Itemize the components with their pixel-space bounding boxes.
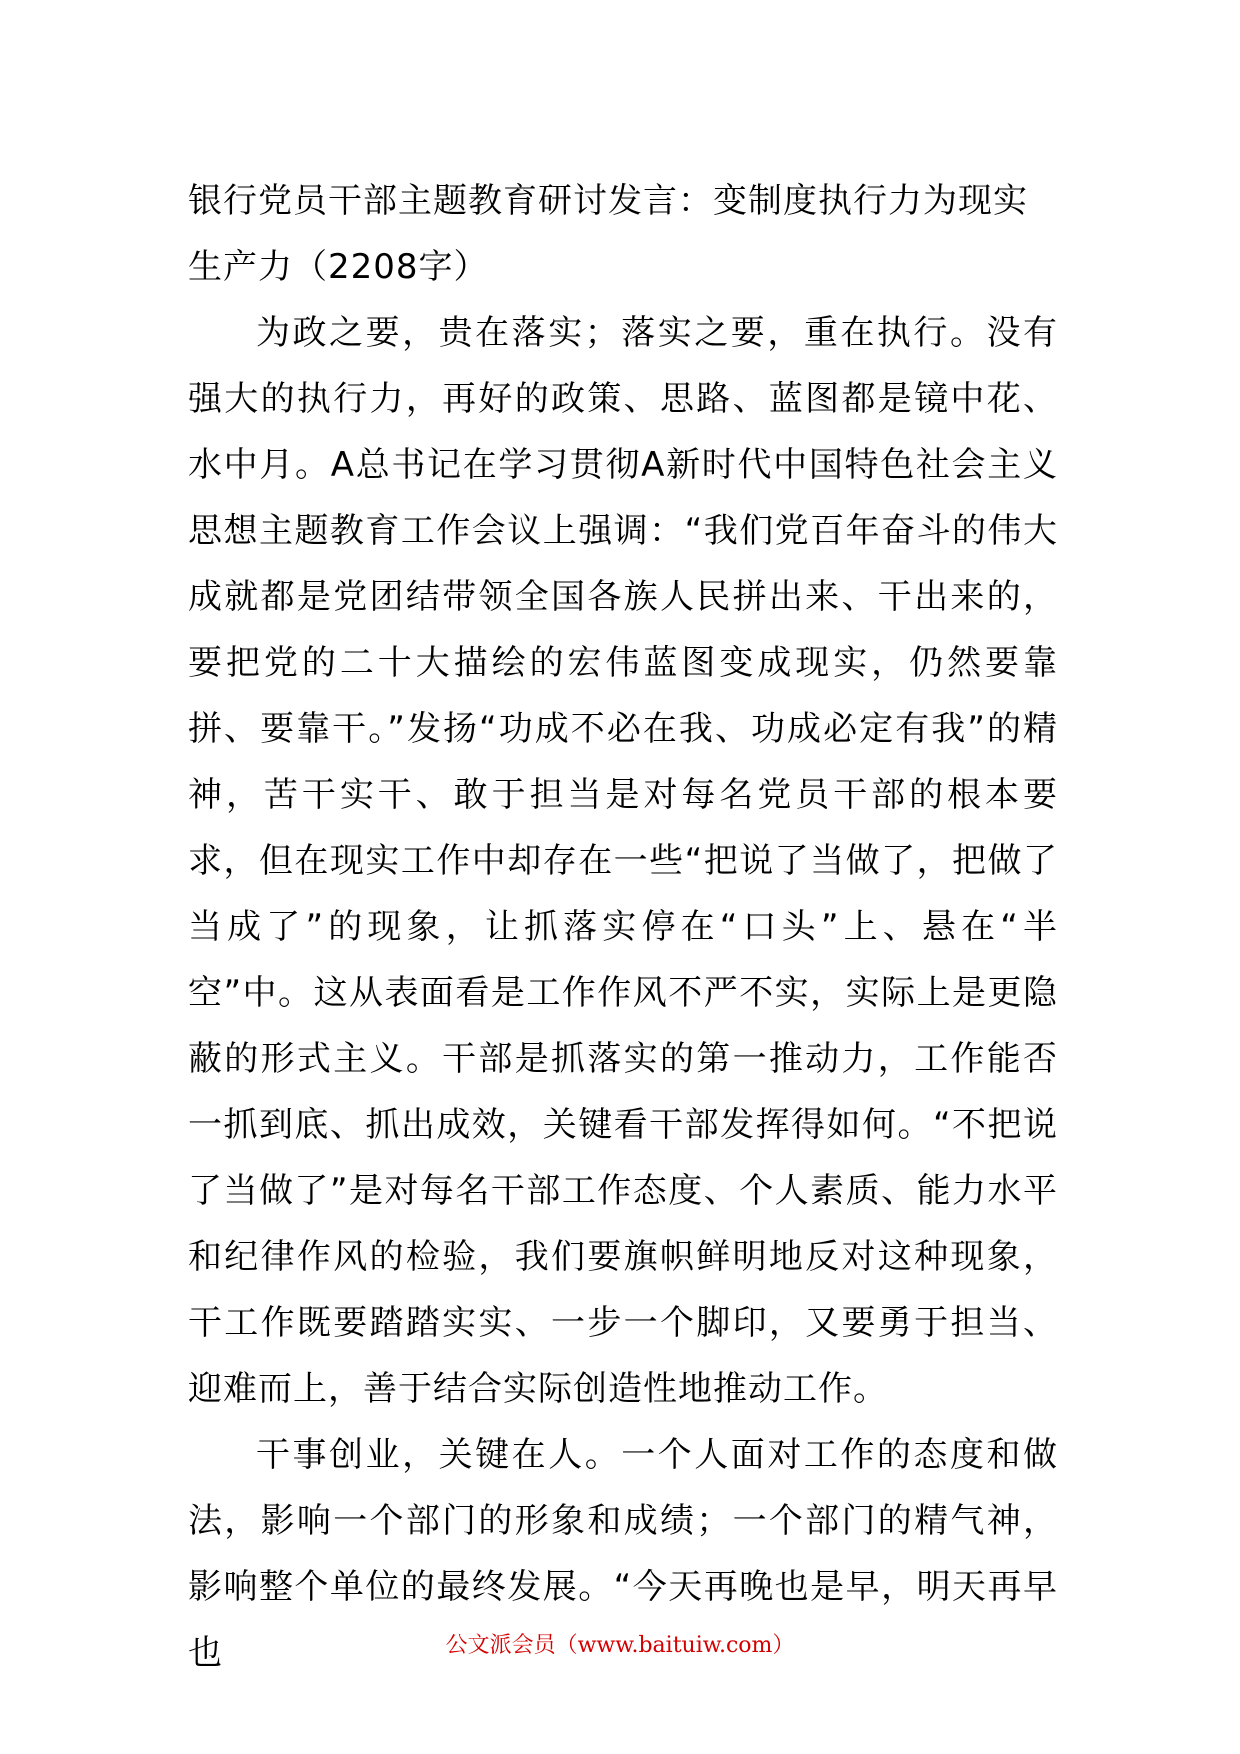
document-title: 银行党员干部主题教育研讨发言：变制度执行力为现实生产力（2208字） [188, 181, 1028, 287]
paragraph-2: 干事创业，关键在人。一个人面对工作的态度和做法，影响一个部门的形象和成绩；一个部门的精气神，影响整个单位的最终发展。“今天再晚也是早，明天再早也 [188, 1435, 1058, 1673]
footer-watermark: 公文派会员（www.baituiw.com） [445, 1633, 795, 1658]
document-body [188, 168, 1058, 1686]
paragraph-1: 为政之要，贵在落实；落实之要，重在执行。没有强大的执行力，再好的政策、思路、蓝图都是镜中花、水中月。A总书记在学习贯彻A新时代中国特色社会主义思想主题教育工作会议上强调：“我们党百年奋斗的伟大成就都是党团结带领全国各族人民拼出来、干出来的，要把党的二十大描绘的宏伟蓝图变成现实，仍然要靠拼、要靠干。”发扬“功成不必在我、功成必定有我”的精神，苦干实干、敢于担当是对每名党员干部的根本要求，但在现实工作中却存在一些“把说了当做了，把做了当成了”的现象，让抓落实停在“口头”上、悬在“半空”中。这从表面看是工作作风不严不实，实际上是更隐蔽的形式主义。干部是抓落实的第一推动力，工作能否一抓到底、抓出成效，关键看干部发挥得如何。“不把说了当做了”是对每名干部工作态度、个人素质、能力水平和纪律作风的检验，我们要旗帜鲜明地反对这种现象，干工作既要踏踏实实、一步一个脚印，又要勇于担当、迎难而上，善于结合实际创造性地推动工作。 [188, 313, 1058, 1409]
